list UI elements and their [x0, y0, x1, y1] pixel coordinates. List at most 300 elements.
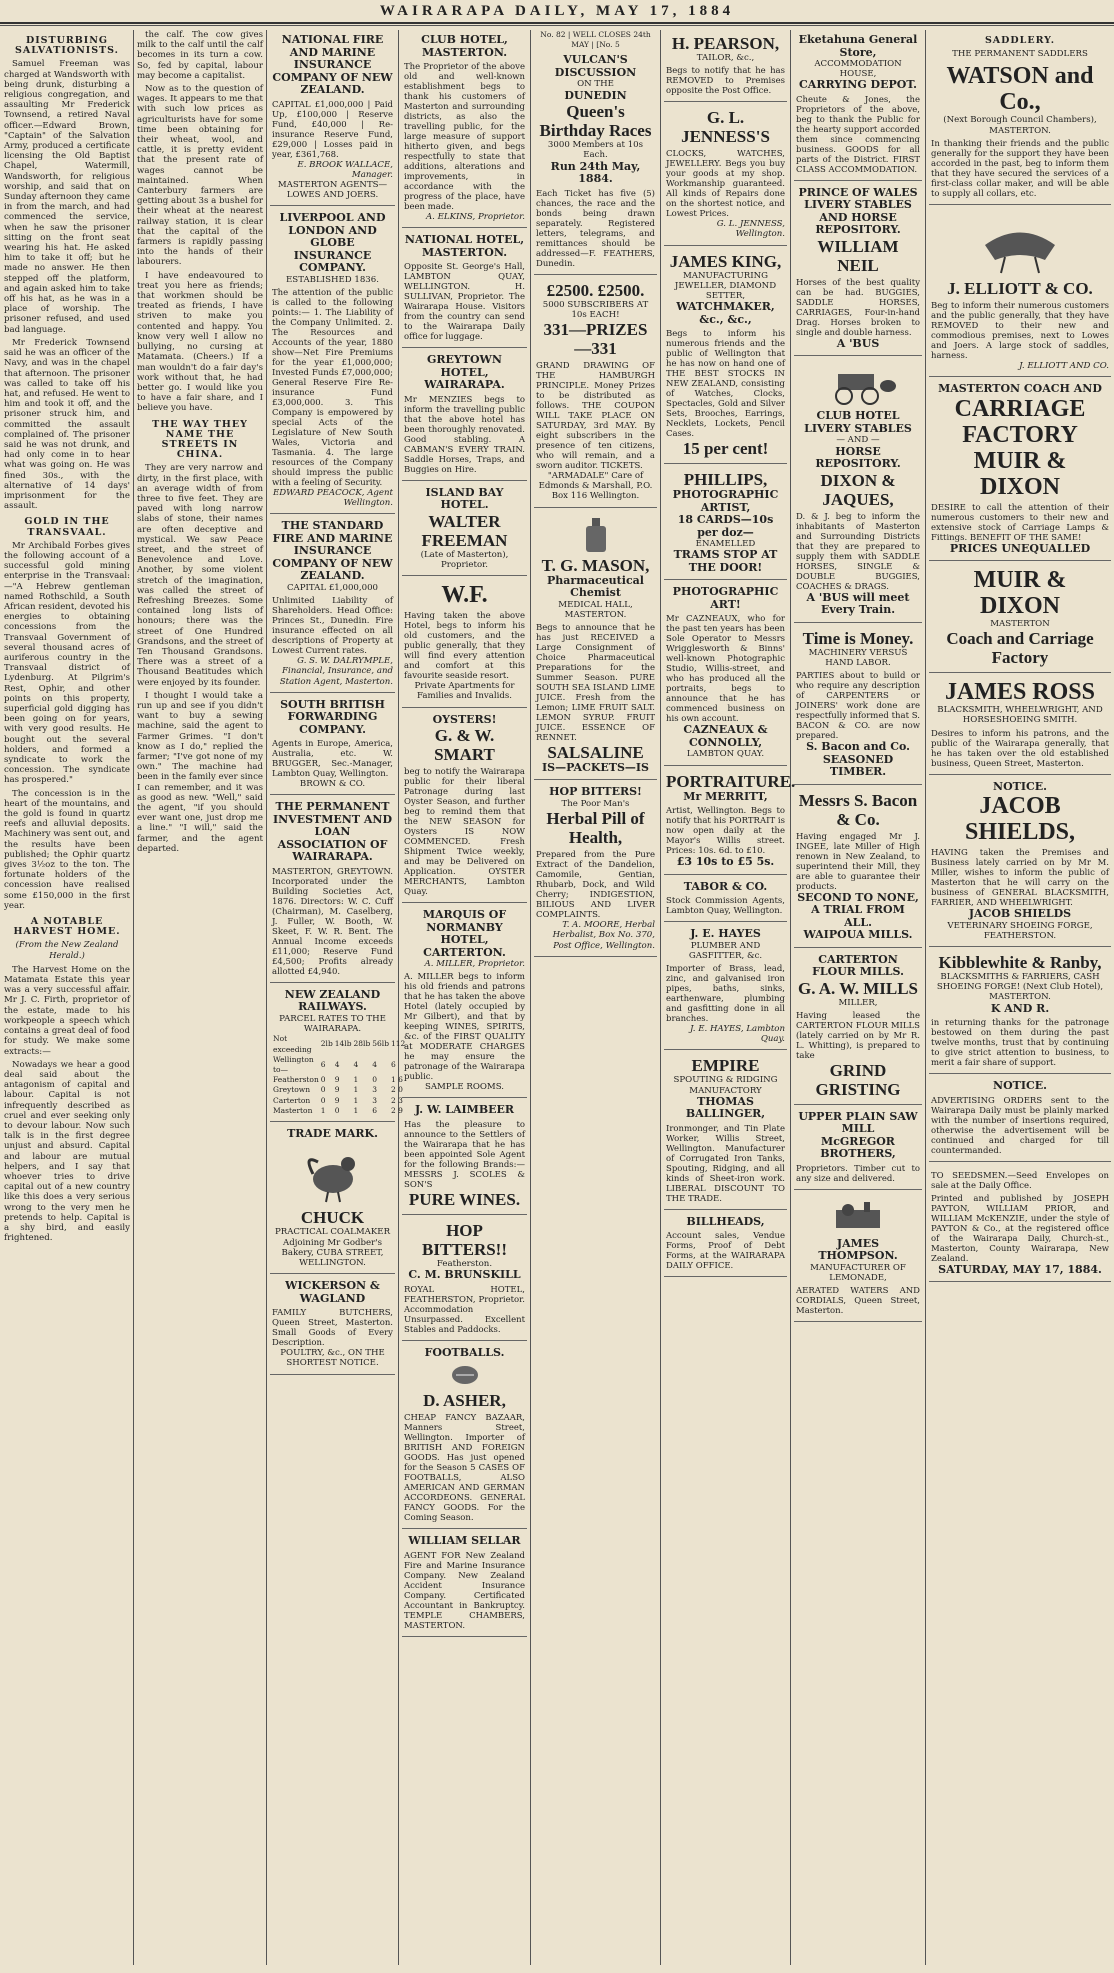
- column-divider: [660, 30, 661, 1965]
- ad-signature: A. MILLER, Proprietor.: [424, 959, 525, 970]
- ad-place: DUNEDIN: [564, 88, 627, 102]
- ad-subtitle: HORSE REPOSITORY.: [815, 444, 901, 471]
- ad-title: JAMES THOMPSON.: [818, 1236, 898, 1263]
- ad-agents: BROWN & CO.: [299, 779, 366, 790]
- table-cell: 2 3: [391, 1095, 403, 1105]
- ad-body: Begs to inform his numerous friends and the public of Wellington that he has now on hand one of THE BEST STOCKS IN NEW ZEALAND, consisting of Watches, Clocks, Spectacles, Gold and Silver Sets, Brooches, Earrings, Necklets, Lockets, Pencil Cases.: [666, 329, 785, 440]
- machine-illustration: [828, 1200, 888, 1234]
- ad-photographic-art: [664, 582, 787, 765]
- column-divider: [790, 30, 791, 1965]
- article-paragraph: Nowadays we hear a good deal said about the antagonism of capital and labour. Capital is not infrequently described as cruel and ever seeking only to devour labour. Now such talk is in the first degree unjust and absurd. Capital and labour are mutual helpers, and I say that whoever tries to drive capital out of a new country like this does a very serious wrong to the very men he pretends to help. Capital is a shy bird, and easily frightened.: [4, 1059, 130, 1244]
- table-cell: 9: [334, 1095, 340, 1105]
- ad-james-ross: [929, 675, 1111, 774]
- column-4: [402, 30, 527, 1965]
- ad-subtitle: ON THE: [577, 79, 614, 90]
- ad-signature: J. E. HAYES, Lambton Quay.: [690, 1024, 785, 1045]
- carriage-illustration: [818, 366, 898, 406]
- ad-extra: Private Apartments for Families and Invalids.: [414, 681, 515, 702]
- ad-title: G. L. JENNESS'S: [681, 108, 770, 147]
- ad-title: MARQUIS OF NORMANBY HOTEL, CARTERTON.: [422, 908, 507, 959]
- ad-title: PHOTOGRAPHIC ART!: [672, 585, 779, 611]
- ad-discount: 15 per cent!: [682, 439, 769, 459]
- section-heading: SADDLERY.: [984, 35, 1056, 46]
- ad-body: CAPITAL £1,000,000 | Paid Up, £100,000 | Reserve Fund, £40,000 | Re-insurance Reserve Fund, £29,000 | Losses paid in year, £361,768.: [272, 99, 393, 160]
- ad-subtitle: 5000 SUBSCRIBERS AT 10s EACH!: [542, 299, 649, 320]
- ad-title: NOTICE.: [993, 1079, 1047, 1093]
- ad-notice: [929, 1076, 1111, 1162]
- ad-race: Queen's Birthday Races: [539, 102, 652, 141]
- ad-pearson: [664, 30, 787, 102]
- ad-body: FAMILY BUTCHERS, Queen Street, Masterton. Small Goods of Every Description.: [272, 1308, 393, 1349]
- section-subheading: THE PERMANENT SADDLERS: [952, 49, 1088, 60]
- ad-title: Messrs S. Bacon & Co.: [798, 790, 918, 829]
- ad-permanent-investment: [270, 797, 395, 983]
- column-divider: [530, 30, 531, 1965]
- ad-brand: CHUCK: [300, 1208, 365, 1228]
- article-source: (From the New Zealand Herald.): [15, 940, 119, 961]
- ad-body: Stock Commission Agents, Lambton Quay, Wellington.: [666, 896, 785, 917]
- column-divider: [925, 30, 926, 1965]
- column-2: [137, 30, 263, 1965]
- ad-title: SOUTH BRITISH FORWARDING COMPANY.: [280, 697, 385, 736]
- ad-subtitle: Coach and Carriage Factory: [946, 629, 1094, 668]
- bottle-icon: [582, 518, 610, 552]
- article-paragraph: I have endeavoured to treat you here as friends; that workmen should be treated as friends, I have striven to make you contented and happy. You know very well I allow no bullying, no cursing at Matamata. (Cheers.) If a man wouldn't do a fair day's work without that, he had better go. I would like you to have a fair share, and I believe you have.: [137, 270, 263, 414]
- ad-body: Importer of Brass, lead, zinc, and galvanised iron pipes, baths, sinks, earthenware, plumbing and gasfitting done in all branches.: [666, 964, 785, 1025]
- ad-title: EMPIRE: [691, 1056, 760, 1076]
- ad-body: HAVING taken the Premises and Business lately carried on by Mr M. Miller, wishes to inform the public of Masterton that he will carry on the business of GENERAL BLACKSMITH, FARRIER, AND WHEELWRIGHT.: [931, 848, 1109, 909]
- ad-subtitle: (Late of Masterton), Proprietor.: [420, 549, 509, 570]
- ad-title: TABOR & CO.: [683, 879, 768, 893]
- ad-name: WALTER FREEMAN: [421, 511, 508, 550]
- ad-price: 18 CARDS—10s per doz—: [677, 513, 774, 539]
- table-cell: 9: [334, 1075, 340, 1085]
- ad-body: Proprietors. Timber cut to any size and delivered.: [796, 1163, 920, 1184]
- ad-elliott: [929, 207, 1111, 377]
- table-cell: 6: [320, 1059, 326, 1069]
- ad-subtitle: ACCOMMODATION HOUSE,: [814, 59, 902, 80]
- column-1: [4, 30, 130, 1965]
- ad-name: McGREGOR BROTHERS,: [820, 1134, 896, 1161]
- ad-club-livery-stables: [794, 358, 922, 622]
- ad-subtitle: SECOND TO NONE,: [797, 890, 919, 904]
- ad-body: Cheute & Jones, the Proprietors of the above, beg to thank the Public for the hearty support accorded them since commencing business. GOODS for all parts of the District. FIRST CLASS ACCOMMODATION.: [796, 94, 920, 175]
- ad-signature: A. ELKINS, Proprietor.: [425, 212, 525, 222]
- ad-body: Opposite St. George's Hall, LAMBTON QUAY, WELLINGTON. H. SULLIVAN, Proprietor. The Wairarapa House. Visitors from the country can send to the Wairarapa Daily office for luggage.: [404, 262, 525, 343]
- ad-title: WICKERSON & WAGLAND: [285, 1279, 380, 1305]
- ad-title: GREYTOWN HOTEL, WAIRARAPA.: [424, 353, 505, 392]
- ad-body: Having leased the CARTERTON FLOUR MILLS (lately carried on by Mr R. L. Whitting), is prepared to take: [796, 1010, 920, 1061]
- ad-body: In thanking their friends and the public generally for the support they have been accorded in the past, beg to inform them that they have secured the services of a first-class collar maker, and will be able to supply all collars, etc.: [931, 138, 1109, 199]
- ad-body: Having engaged Mr J. INGEE, late Miller of High renown in New Zealand, to superintend their Mill, they are able to guarantee their products.: [796, 831, 920, 892]
- table-header: 14lb: [334, 1039, 352, 1049]
- table-cell: 2 9: [391, 1105, 403, 1115]
- table-cell: 9: [334, 1085, 340, 1095]
- ad-carterton-flour-mills: [794, 950, 922, 1105]
- ad-title: Eketahuna General Store,: [798, 33, 918, 59]
- table-header-row: [272, 1034, 406, 1054]
- ad-title: PHILLIPS,: [683, 470, 768, 490]
- table-cell: 4: [353, 1059, 359, 1069]
- ad-title: Kibblewhite & Ranby,: [938, 953, 1102, 973]
- rooster-illustration: [298, 1144, 368, 1204]
- ad-herbal-pill: [534, 782, 657, 956]
- ad-name: WILLIAM NEIL: [817, 236, 899, 275]
- ad-body: Begs to announce that he has just RECEIVED a Large Consignment of Choice Pharmaceutical Preparations for the Summer Season. PURE SOUTH SEA ISLAND LIME JUICE. Fresh from the Lemon; LIME FRUIT SALT. LEMON SYRUP. FRUIT JUICE. ESSENCE OF RENNET.: [536, 622, 655, 743]
- table-row: [272, 1075, 406, 1085]
- ad-subtitle: SPOUTING & RIDGING MANUFACTORY: [673, 1075, 778, 1096]
- article-paragraph: Samuel Freeman was charged at Wandsworth with being drunk, disturbing a religious congregation, and assaulting Mr Frederick Townsend, a retired Naval officer.—Edward Brown, "Captain" of the Salvation Army, produced a certificate licensing the Old Baptist Chapel, Watermill, Wandsworth, for religious worship, and said that on Sunday afternoon they came in from the march, and had commenced the service, when he saw the prisoner sitting on the front seat wearing his hat. He asked him to take it off; but he made no answer. He then stepped off the platform, and again asked him to take off his hat, as he was in a place of worship. The prisoner refused, and used bad language.: [4, 59, 130, 335]
- ad-body: AERATED WATERS AND CORDIALS, Queen Street, Masterton.: [796, 1286, 920, 1317]
- article-headline: THE WAY THEY NAME THE STREETS IN CHINA.: [152, 418, 248, 461]
- ad-subtitle: CARRYING DEPOT.: [799, 78, 917, 92]
- article-paragraph: I thought I would take a run up and see if you didn't want to buy a sewing machine, said the agent to Farmer Grimes. "I don't know as I do," replied the farmer; "I've got none of my own." The machine had been in the family ever since I can remember, and it was as good as new. "Well," said the agent, "if you should ever want one, just drop me a line." "I will," said the farmer, and the agent departed.: [137, 690, 263, 854]
- ad-title: NATIONAL HOTEL, MASTERTON.: [404, 233, 525, 259]
- ad-subtitle: TAILOR, &c.,: [696, 53, 755, 63]
- ad-seedsmen: [929, 1164, 1111, 1283]
- column-divider: [266, 30, 267, 1965]
- ad-body: MASTERTON, GREYTOWN. Incorporated under the Building Societies Act, 1876. Directors: W. C. Cuff (Chairman), M. Caselberg, J. Fuller, W. Booth, W. Skeet, F. W. R. Bent. The Annual Income exceeds £11,000; Reserve Fund £4,500; Profits already allotted £4,940.: [272, 866, 393, 977]
- ad-title: JAMES ROSS: [944, 679, 1096, 706]
- ad-title: NEW ZEALAND RAILWAYS.: [284, 987, 381, 1014]
- ad-body: Begs to notify that he has REMOVED to Premises opposite the Post Office.: [666, 66, 785, 97]
- column-divider: [398, 30, 399, 1965]
- ad-body: ROYAL HOTEL, FEATHERSTON, Proprietor. Accommodation Unsurpassed. Excellent Stables and Paddocks.: [404, 1284, 525, 1335]
- ad-tg-mason: [534, 510, 657, 781]
- table-cell: 4: [372, 1059, 378, 1069]
- ad-wf: [402, 578, 527, 707]
- article-headline: DISTURBING SALVATIONISTS.: [15, 35, 119, 57]
- ad-body: CHEAP FANCY BAZAAR, Manners Street, Wellington. Importer of BRITISH AND FOREIGN GOODS. Has just opened for the Season 5 CASES OF FOOTBALLS, ALSO AMERICAN AND GERMAN ACCORDEONS. GENERAL FANCY GOODS. For the Coming Season.: [404, 1413, 525, 1524]
- article-headline: GOLD IN THE TRANSVAAL.: [24, 516, 110, 538]
- ad-body: Horses of the best quality can be had. BUGGIES, SADDLE HORSES, CARRIAGES, Four-in-hand Drag. Horses broken to single and double harness.: [796, 277, 920, 338]
- parcel-rates-table: [272, 1034, 406, 1116]
- imprint-date: SATURDAY, MAY 17, 1884.: [938, 1262, 1102, 1276]
- table-cell: 0: [320, 1095, 326, 1105]
- ad-title: ISLAND BAY HOTEL.: [425, 485, 504, 512]
- ad-title: PRINCE OF WALES LIVERY STABLES AND HORSE REPOSITORY.: [798, 185, 918, 237]
- ad-body: Mr CAZNEAUX, who for the past ten years has been Sole Operator to Messrs Wrigglesworth & Binns' well-known Photographic Studio, Willis-street, and who has produced all the portraits, begs to announce that he has commenced business on his own account.: [666, 614, 785, 725]
- ad-name: Herbal Pill of Health,: [546, 809, 645, 848]
- table-header: 2lb: [320, 1039, 333, 1049]
- ad-title: J. ELLIOTT & CO.: [947, 278, 1093, 298]
- table-cell: 1: [353, 1105, 359, 1115]
- ad-title: TRADE MARK.: [287, 1126, 378, 1140]
- ad-subtitle: — AND —: [836, 435, 880, 446]
- article-paragraph: Mr Frederick Townsend said he was an officer of the Navy, and was in the chapel that afternoon. The prisoner was called to take off his hat, and refused. He went to him and took it off, and the prisoner struck him, and committed the assault complained of. The prisoner said he was not drunk, and had only come in to hear what was going on. He was fined 30s., with the alternative of 14 days' imprisonment for the assault.: [4, 337, 130, 512]
- ad-muir-dixon: [929, 563, 1111, 673]
- ad-standard-insurance: [270, 516, 395, 692]
- ad-title: NOTICE.: [993, 779, 1047, 793]
- ad-club-hotel: [402, 30, 527, 228]
- table-header: 28lb: [353, 1039, 371, 1049]
- article-paragraph: Mr Archibald Forbes gives the following account of a successful gold mining enterprise in the Transvaal:—"A Hebrew gentleman named Rothschild, a South African resident, devoted his energies to obtaining concessions from the Transvaal Government of several thousand acres of auriferous country in the Transvaal district of Lydenburg. At Pilgrim's Rest, Ophir, and other points on this property, superficial gold digging has been going on for years, with very good results. He bought out the several holders, and formed a syndicate to work the concession. The syndicate has prospered.": [4, 540, 130, 786]
- ad-title: FOOTBALLS.: [424, 1345, 505, 1359]
- ad-body: Prepared from the Pure Extract of the Dandelion, Camomile, Gentian, Rhubarb, Dock, and Wild Cherry; INDIGESTION, BILIOUS AND LIVER COMPLAINTS.: [536, 850, 655, 921]
- ad-james-king: [664, 248, 787, 465]
- table-row: [272, 1096, 406, 1106]
- ad-body: A. MILLER begs to inform his old friends and patrons that he has taken the above Hotel (lately occupied by Mr Gilbert), and that by keeping WINES, SPIRITS, &c. of the FIRST QUALITY at MODERATE CHARGES he may ensure the patronage of the Wairarapa public.: [404, 972, 525, 1083]
- football-icon: [450, 1363, 480, 1387]
- table-cell: 4: [334, 1059, 340, 1069]
- table-header: Not exceeding: [273, 1034, 312, 1054]
- ad-title: BILLHEADS,: [686, 1214, 765, 1228]
- table-header: 56lb: [372, 1039, 390, 1049]
- ad-salsaline: SALSALINE: [547, 742, 644, 762]
- ad-name: JACOB SHIELDS,: [964, 793, 1076, 846]
- ad-subtitle: BLACKSMITH, WHEELWRIGHT, AND HORSESHOEING SMITH.: [937, 705, 1103, 726]
- ad-name: D. ASHER,: [423, 1391, 506, 1411]
- ad-body: ADVERTISING ORDERS sent to the Wairarapa Daily must be plainly marked with the number of insertions required, otherwise the advertisement will be continued and charged for till countermanded.: [931, 1095, 1109, 1156]
- ad-title: HOP BITTERS!!: [421, 1220, 508, 1259]
- ad-name: S. Bacon and Co.: [806, 740, 910, 754]
- column-divider: [133, 30, 134, 1965]
- ad-title: THE STANDARD FIRE AND MARINE INSURANCE COMPANY OF NEW ZEALAND.: [272, 519, 393, 583]
- ad-address: Adjoining Mr Godber's Bakery, CUBA STREET, WELLINGTON.: [281, 1237, 384, 1269]
- ad-tabor: [664, 877, 787, 923]
- table-cell: 1: [353, 1075, 359, 1085]
- ad-title: H. PEARSON,: [671, 34, 780, 53]
- ad-subtitle: WATCHMAKER, &c., &c.,: [676, 300, 775, 326]
- ad-title: THE PERMANENT INVESTMENT AND LOAN ASSOCIATION OF WAIRARAPA.: [272, 800, 392, 864]
- ad-name: Mr MERRITT,: [683, 789, 768, 803]
- table-cell: 1 6: [391, 1075, 403, 1085]
- ad-title: OYSTERS!: [432, 712, 497, 726]
- ad-enamelled: ENAMELLED: [695, 539, 756, 550]
- ad-name: MUIR & DIXON: [973, 447, 1067, 500]
- ad-body: Account sales, Vendue Forms, Proof of Debt Forms, at the WAIRARAPA DAILY OFFICE.: [666, 1231, 785, 1272]
- ad-title: MUIR & DIXON: [973, 567, 1067, 620]
- ad-subtitle: MANUFACTURER OF LEMONADE,: [810, 1262, 906, 1283]
- ad-mills: WAIPOUA MILLS.: [803, 928, 913, 942]
- ad-body: Ironmonger, and Tin Plate Worker, Willis Street, Wellington. Manufacturer of Corrugated Iron Tanks, Spouting, Ridging, and all kinds of Sheet-iron work. LIBERAL DISCOUNT TO THE TRADE.: [666, 1123, 785, 1204]
- ad-subtitle: VETERINARY SHOEING FORGE, FEATHERSTON.: [947, 920, 1093, 941]
- ad-body: Mr MENZIES begs to inform the travelling public that the above hotel has been thoroughly renovated. Good stabling. A CABMAN'S EVERY TRAIN. Saddle Horses, Traps, and Buggies on Hire.: [404, 394, 525, 475]
- column-8: [929, 30, 1111, 1965]
- column-3: [270, 30, 406, 1965]
- ad-name: K AND R.: [990, 1001, 1050, 1015]
- ad-title: CLUB HOTEL, MASTERTON.: [421, 33, 508, 59]
- ad-subtitle: MILLER,: [838, 997, 878, 1008]
- sweep-header: No. 82 | WELL CLOSES 24th MAY | [No. 5: [540, 30, 651, 50]
- ad-body: AGENT FOR New Zealand Fire and Marine Insurance Company. New Zealand Accident Insurance Company. Certificated Accountant in Bankruptcy. TEMPLE CHAMBERS, MASTERTON.: [404, 1550, 525, 1631]
- table-cell: Masterton: [273, 1105, 313, 1115]
- ad-upper-plain-saw-mill: [794, 1107, 922, 1190]
- ad-body: The attention of the public is called to the following points:— 1. The Liability of the Company Unlimited. 2. The Resources and Accounts of the year, 1880 show—Net Fire Premiums for the year £1,000,000; Invested Funds £7,000,000; General Reserve Fire Re-insurance Fund £3,000,000. 3. This Company is empowered by special Acts of the Legislature of New South Wales, Victoria and Tasmania. 4. The large resources of the Company should impress the public with a feeling of Security.: [272, 288, 393, 489]
- ad-trial: A TRIAL FROM ALL.: [811, 903, 905, 929]
- ad-vulcan-sweep: [534, 50, 657, 274]
- ad-national-insurance: [270, 30, 395, 206]
- ad-name: G. A. W. MILLS: [798, 978, 918, 998]
- article-paragraph: The concession is in the heart of the mountains, and the gold is found in quartz reefs and alluvial deposits. Machinery was sent out, and the results have been published; the Ophir quartz gives 3½oz to the ton. The fortunate holders of the concession have realised some £150,000 in the first year.: [4, 788, 130, 911]
- table-cell: 1: [320, 1105, 326, 1115]
- ad-price: £3 10s to £5 5s.: [676, 855, 775, 869]
- masthead-rule: [0, 25, 1114, 26]
- ad-title: NATIONAL FIRE AND MARINE INSURANCE COMPANY OF NEW ZEALAND.: [272, 33, 393, 96]
- ad-body: Has the pleasure to announce to the Settlers of the Wairarapa that he has been appointed Sole Agent for the following Brands:— MESSRS J. SCOLES & SON'S: [404, 1119, 525, 1190]
- ad-subtitle: CARRIAGE FACTORY: [954, 395, 1086, 448]
- ad-body: Having taken the above Hotel, begs to inform his old customers, and the public generally, that they will find every attention and comfort at this favourite seaside resort.: [404, 611, 525, 682]
- table-cell: 6: [391, 1059, 396, 1069]
- table-cell: 0: [372, 1075, 378, 1085]
- ad-capital: CAPITAL £1,000,000: [286, 582, 379, 593]
- ad-body: in returning thanks for the patronage bestowed on them during the past twelve months, trust that by continuing to give strict attention to business, to merit a fair share of support.: [931, 1018, 1109, 1069]
- table-cell: 0: [320, 1075, 326, 1085]
- table-cell: 6: [372, 1105, 378, 1115]
- article-headline: A NOTABLE HARVEST HOME.: [13, 916, 121, 938]
- ad-prizes: 331—PRIZES—331: [543, 319, 648, 358]
- ad-subtitle: Pharmaceutical Chemist: [547, 573, 644, 600]
- table-row: [272, 1106, 406, 1116]
- ad-name: THOMAS BALLINGER,: [685, 1094, 766, 1121]
- ad-bacon-flour: [794, 787, 922, 948]
- ad-subtitle: MANUFACTURING JEWELLER, DIAMOND SETTER,: [674, 270, 777, 302]
- ad-body: D. & J. beg to inform the inhabitants of Masterton and Surrounding Districts that they are prepared to supply them with SADDLE HORSES, SINGLE & DOUBLE BUGGIES, COACHES & DRAGS.: [796, 511, 920, 592]
- column-5: [534, 30, 657, 1965]
- ad-packets: IS—PACKETS—IS: [541, 760, 649, 774]
- ad-jenness: [664, 104, 787, 245]
- ad-body: Artist, Wellington. Begs to notify that his PORTRAIT is now open daily at the Mayor's Willis street. Prices: 10s. 6d. to £10.: [666, 806, 785, 857]
- article-paragraph: the calf. The cow gives milk to the calf until the calf becomes in its turn a cow. So, fed by capital, labour may become a capitalist.: [137, 30, 263, 81]
- ad-title: Time is Money.: [802, 628, 914, 648]
- ad-subtitle: JACOB SHIELDS: [968, 907, 1072, 921]
- ad-bus: A 'BUS: [836, 336, 880, 350]
- table-cell: 0: [320, 1085, 326, 1095]
- ad-normanby-hotel: [402, 905, 527, 1098]
- ad-name: DIXON & JAQUES,: [820, 470, 896, 509]
- ad-title: CARTERTON FLOUR MILLS.: [812, 952, 904, 979]
- ad-body: Agents in Europe, America, Australia, etc. W. BRUGGER, Sec.-Manager, Lambton Quay, Wellington.: [272, 739, 393, 780]
- ad-signature: G. S. W. DALRYMPLE, Financial, Insurance, and Station Agent, Masterton.: [279, 656, 393, 687]
- table-row: [272, 1085, 406, 1095]
- table-cell: 3: [372, 1085, 378, 1095]
- ad-billheads: [664, 1212, 787, 1278]
- ad-title: J. E. HAYES: [690, 927, 761, 941]
- ad-name: C. M. BRUNSKILL: [408, 1268, 521, 1282]
- ad-name: G. & W. SMART: [434, 726, 495, 765]
- ad-subtitle: The Poor Man's: [561, 798, 630, 809]
- column-7: [794, 30, 922, 1965]
- ad-agents: MASTERTON AGENTS—LOWES AND JOERS.: [277, 179, 388, 201]
- ad-notice: POULTRY, &c., ON THE SHORTEST NOTICE.: [280, 1348, 385, 1369]
- column-6: [664, 30, 796, 1965]
- ad-subtitle: (Next Borough Council Chambers), MASTERTON.: [943, 115, 1097, 136]
- ad-jacob-shields: [929, 777, 1111, 947]
- table-cell: 1: [353, 1095, 359, 1105]
- ad-body: Unlimited Liability of Shareholders. Head Office: Princes St., Dunedin. Fire insurance effected on all descriptions of Property at Lowest Current rates.: [272, 596, 393, 657]
- ad-body: DESIRE to call the attention of their numerous customers to their new and extensive stock of Carriage Lamps & Fittings. BENEFIT OF THE SAME!: [931, 502, 1109, 543]
- ad-body: Beg to inform their numerous customers and the public generally, that they have REMOVED to their new and commodious premises, next to Lowes and Joers. A large stock of saddles, harness.: [931, 300, 1109, 361]
- ad-time-is-money: [794, 625, 922, 785]
- table-cell: 1: [353, 1085, 359, 1095]
- ad-eketahuna-store: [794, 30, 922, 181]
- ad-grind: GRIND GRISTING: [815, 1060, 901, 1099]
- ad-laimbeer: [402, 1100, 527, 1215]
- ad-title: WILLIAM SELLAR: [408, 1534, 521, 1548]
- ad-railways: [270, 985, 406, 1122]
- imprint: Printed and published by JOSEPH PAYTON, WILLIAM PRIOR, and WILLIAM McKENZIE, under the style of PAYTON & Co., at the registered office of the Wairarapa Daily, Church-st., Masterton, County Wairarapa, New Zealand.: [931, 1193, 1109, 1264]
- ad-watson: [929, 59, 1111, 204]
- masthead: WAIRARAPA DAILY, MAY 17, 1884: [0, 0, 1114, 24]
- ad-body: GRAND DRAWING OF THE HAMBURGH PRINCIPLE. Money Prizes to be distributed as follows. THE COUPON WILL TAKE PLACE ON SATURDAY, 3rd MAY. By eight subscribers in the presence of ten citizens, who will remain, and a sworn auditor. TICKETS.: [536, 360, 655, 471]
- ad-body: PARTIES about to build or who require any description of CARPENTERS or JOINERS' work done are respectfully informed that S. BACON & CO. are now prepared.: [796, 671, 920, 742]
- ad-title: J. W. LAIMBEER: [414, 1103, 515, 1117]
- article-paragraph: Now as to the question of wages. It appears to me that with such low prices as agriculturists have for some time been obtaining for their wheat, wool, and cattle, it is pretty evident that the present rate of wages cannot be maintained. When Canterbury farmers are getting about 3s a bushel for their wheat at the nearest railway station, it is clear that the capital of the farmers is rapidly passing into the hands of their labourers.: [137, 84, 264, 268]
- ad-kibblewhite-ranby: [929, 949, 1111, 1074]
- ad-body: BLACKSMITHS & FARRIERS, CASH SHOEING FORGE! (Next Club Hotel), MASTERTON.: [936, 972, 1104, 1003]
- ad-initials: W.F.: [441, 582, 488, 609]
- ad-title: UPPER PLAIN SAW MILL: [798, 1109, 918, 1136]
- table-cell: Greytown: [273, 1085, 311, 1095]
- table-cell: 0: [334, 1105, 340, 1115]
- ad-footballs: [402, 1343, 527, 1530]
- table-cell: Wellington to—: [273, 1054, 314, 1074]
- table-cell: 3: [372, 1095, 378, 1105]
- ad-subtitle: MACHINERY VERSUS HAND LABOR.: [808, 647, 908, 668]
- ad-address: LAMBTON QUAY.: [686, 749, 765, 760]
- article-paragraph: They are very narrow and dirty, in the first place, with an average width of from three to five feet. They are paved with long narrow slabs of stone, their names are often deceptive and mystical. We saw Peace street, and the street of Benevolence and Love. Another, by some violent stretch of the imagination, was called the street of Refreshing Breezes. Some contained long lists of honours; there was the street of One Hundred Grandsons, and the street of Ten Thousand Grandsons. There was a street of a Thousand Beatitudes which were enjoyed by its founder.: [137, 463, 263, 688]
- ad-title: LIVERPOOL AND LONDON AND GLOBE INSURANCE COMPANY.: [279, 211, 386, 275]
- ad-signature: E. BROOK WALLACE, Manager.: [297, 159, 393, 180]
- ad-title: T. G. MASON,: [541, 555, 650, 575]
- ad-phillips: [664, 466, 787, 580]
- ad-portraiture: [664, 768, 796, 875]
- ad-signature: T. A. MOORE, Herbal Herbalist, Box No. 370, Post Office, Wellington.: [552, 920, 655, 951]
- article-paragraph: The Harvest Home on the Matamata Estate this year was a very successful affair. Mr J. C. Firth, proprietor of the estate, made to his workpeople a speech which contains a great deal of food for study. We make some extracts:—: [4, 964, 130, 1057]
- ad-hayes: [664, 924, 787, 1050]
- ad-run-date: Run 24th May, 1884.: [550, 159, 641, 186]
- ad-title: VULCAN'S DISCUSSION: [554, 53, 637, 79]
- ad-prize: £2500. £2500.: [546, 280, 645, 300]
- ad-place: MEDICAL HALL, MASTERTON.: [558, 599, 633, 620]
- table-row: [272, 1055, 406, 1075]
- ad-subtitle: PARCEL RATES TO THE WAIRARAPA.: [279, 1013, 386, 1035]
- ad-coach-factory: [929, 379, 1111, 561]
- ad-prince-of-wales-stables: [794, 183, 922, 357]
- ad-subtitle: ESTABLISHED 1836.: [286, 274, 379, 285]
- ad-south-british: [270, 695, 395, 796]
- ad-subtitle: MASTERTON: [990, 619, 1050, 630]
- ad-agents: "ARMADALE" Care of Edmonds & Marshall, P.O. Box 116 Wellington.: [538, 470, 653, 502]
- saddle-illustration: [975, 215, 1065, 275]
- ad-sample: SAMPLE ROOMS.: [424, 1082, 505, 1093]
- ad-body: CLOCKS, WATCHES, JEWELLERY. Begs you buy your goods at my shop. Workmanship guaranteed. All kinds of Repairs done on the shortest notice, and Lowest Prices.: [666, 149, 785, 220]
- ad-body: TO SEEDSMEN.—Seed Envelopes on sale at the Daily Office.: [931, 1170, 1109, 1191]
- table-header: 112: [391, 1039, 406, 1049]
- table-cell: Carterton: [273, 1095, 311, 1105]
- ad-signature: EDWARD PEACOCK, Agent Wellington.: [273, 488, 393, 509]
- ad-hop-bitters-featherston: [402, 1217, 527, 1341]
- ad-body: Each Ticket has five (5) chances, the race and the bonds being drawn separately. Registered letters, telegrams, and remittances should be addressed—F. FEATHERS, Dunedin.: [536, 188, 655, 269]
- ad-trams: TRAMS STOP AT THE DOOR!: [673, 548, 778, 574]
- ad-bus: A 'BUS will meet Every Train.: [806, 590, 910, 617]
- ad-signature: G. L. JENNESS, Wellington.: [716, 219, 785, 240]
- ad-body: Desires to inform his patrons, and the public of the Wairarapa generally, that he has taken over the old established business, Queen Street, Masterton.: [931, 728, 1109, 769]
- ad-oysters: [402, 710, 527, 904]
- ad-tagline: PRACTICAL COALMAKER: [274, 1227, 391, 1238]
- ad-national-hotel: [402, 230, 527, 348]
- table-cell: 2 0: [391, 1085, 403, 1095]
- ad-title: HOP BITTERS!: [549, 785, 642, 799]
- ad-james-thompson: [794, 1192, 922, 1322]
- ad-subtitle: PHOTOGRAPHIC ARTIST,: [672, 488, 779, 514]
- ad-entries: 3000 Members at 10s Each.: [547, 140, 644, 161]
- ad-name: CAZNEAUX & CONNOLLY,: [683, 723, 768, 749]
- ad-william-sellar: [402, 1531, 527, 1637]
- ad-subtitle: Featherston.: [436, 1258, 493, 1269]
- ad-chuck-trademark: [270, 1124, 395, 1274]
- ad-title: JAMES KING,: [669, 251, 782, 271]
